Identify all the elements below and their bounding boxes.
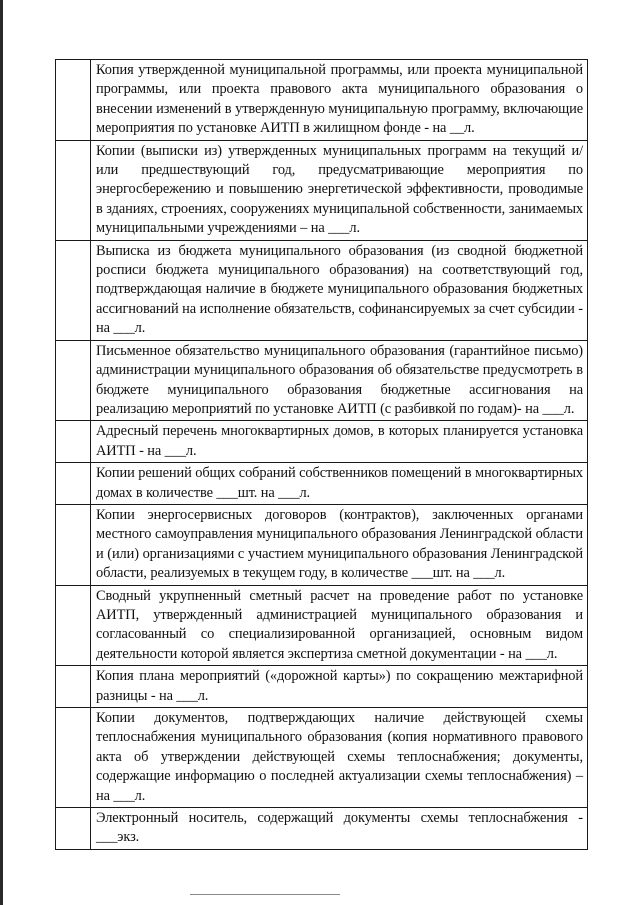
table-row bbox=[56, 666, 588, 708]
row-text-cell: Копии энергосервисных договоров (контрактов), заключенных органами местного самоуправления муниципального образования Ленинградской области и (или) организациями с участием муниципального образования Ленинградской области, реализуемых в текущем году, в количестве ___шт. на ___л. bbox=[91, 504, 588, 585]
row-mark-cell bbox=[56, 421, 91, 463]
row-mark-cell bbox=[56, 240, 91, 340]
row-text-cell: Копии (выписки из) утвержденных муниципальных программ на текущий и/или предшествующий год, предусматривающие мероприятия по энергосбережению и повышению энергетической эффективности, проводимые в зданиях, строениях, сооружениях муниципальной собственности, занимаемых муниципальными учреждениями – на ___л. bbox=[91, 140, 588, 240]
footer-divider bbox=[190, 894, 340, 895]
row-mark-cell bbox=[56, 340, 91, 421]
row-text-cell: Копия плана мероприятий («дорожной карты») по сокращению межтарифной разницы - на ___л. bbox=[91, 666, 588, 708]
table-row bbox=[56, 585, 588, 666]
table-row bbox=[56, 240, 588, 340]
table-row bbox=[56, 60, 588, 141]
row-text-cell: Выписка из бюджета муниципального образования (из сводной бюджетной росписи бюджета муниципального образования) на соответствующий год, подтверждающая наличие в бюджете муниципального образования бюджетных ассигнований на исполнение обязательств, софинансируемых за счет субсидии - на ___л. bbox=[91, 240, 588, 340]
scan-left-edge bbox=[0, 0, 3, 905]
row-mark-cell bbox=[56, 140, 91, 240]
row-mark-cell bbox=[56, 708, 91, 808]
documents-checklist-table bbox=[55, 59, 588, 850]
row-mark-cell bbox=[56, 60, 91, 141]
table-row bbox=[56, 140, 588, 240]
table-row bbox=[56, 808, 588, 850]
row-mark-cell bbox=[56, 666, 91, 708]
table-row bbox=[56, 421, 588, 463]
row-mark-cell bbox=[56, 463, 91, 505]
row-text-cell: Сводный укрупненный сметный расчет на проведение работ по установке АИТП, утвержденный администрацией муниципального образования и согласованный со специализированной организацией, основным видом деятельности которой является экспертиза сметной документации - на ___л. bbox=[91, 585, 588, 666]
row-text-cell: Копия утвержденной муниципальной программы, или проекта муниципальной программы, или проекта правового акта муниципального образования о внесении изменений в утвержденную муниципальную программу, включающие мероприятия по установке АИТП в жилищном фонде - на __л. bbox=[91, 60, 588, 141]
row-text-cell: Адресный перечень многоквартирных домов, в которых планируется установка АИТП - на ___л. bbox=[91, 421, 588, 463]
row-mark-cell bbox=[56, 808, 91, 850]
row-text-cell: Копии документов, подтверждающих наличие действующей схемы теплоснабжения муниципального образования (копия нормативного правового акта об утверждении действующей схемы теплоснабжения; документы, содержащие информацию о последней актуализации схемы теплоснабжения) – на ___л. bbox=[91, 708, 588, 808]
row-mark-cell bbox=[56, 585, 91, 666]
row-text-cell: Электронный носитель, содержащий документы схемы теплоснабжения - ___экз. bbox=[91, 808, 588, 850]
row-text-cell: Письменное обязательство муниципального образования (гарантийное письмо) администрации муниципального образования об обязательстве предусмотреть в бюджете муниципального образования бюджетные ассигнования на реализацию мероприятий по установке АИТП (с разбивкой по годам)- на ___л. bbox=[91, 340, 588, 421]
row-text-cell: Копии решений общих собраний собственников помещений в многоквартирных домах в количестве ___шт. на ___л. bbox=[91, 463, 588, 505]
table-row bbox=[56, 340, 588, 421]
table-row bbox=[56, 708, 588, 808]
row-mark-cell bbox=[56, 504, 91, 585]
table-row bbox=[56, 463, 588, 505]
table-row bbox=[56, 504, 588, 585]
